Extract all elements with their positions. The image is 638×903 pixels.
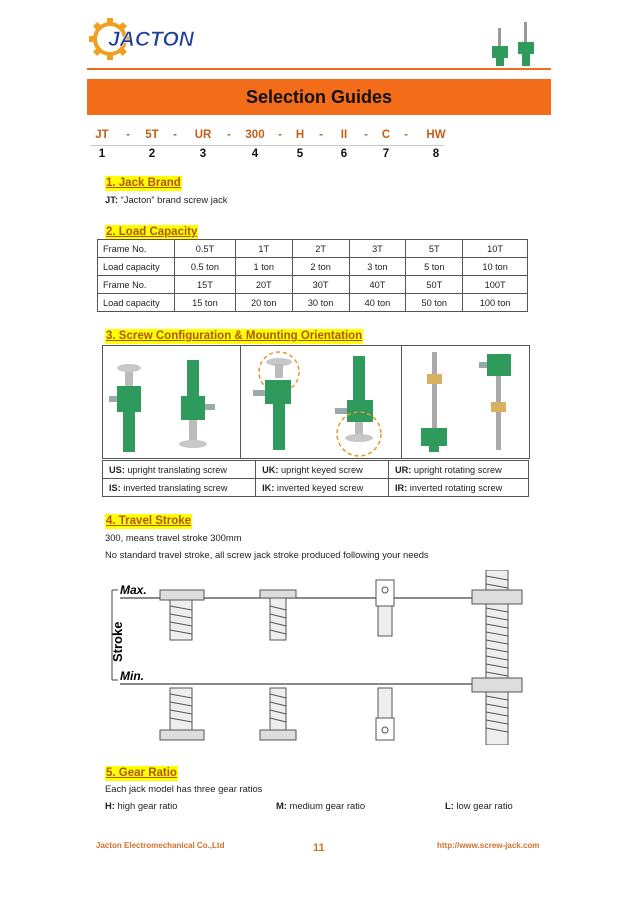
section-heading-jack-brand: 1. Jack Brand	[106, 177, 181, 189]
config-code: IK:	[262, 482, 275, 493]
table-cell: 40T	[349, 276, 406, 294]
code-divider	[90, 145, 444, 146]
config-desc: inverted keyed screw	[274, 482, 364, 493]
table-cell: 40 ton	[349, 294, 406, 312]
table-row	[103, 479, 529, 497]
config-desc: inverted translating screw	[120, 482, 228, 493]
code-part: -	[173, 129, 177, 141]
config-desc: upright rotating screw	[411, 464, 502, 475]
table-cell: 5 ton	[406, 258, 463, 276]
travel-stroke-line1: 300, means travel stroke 300mm	[105, 532, 242, 543]
jack-ik-image	[335, 356, 381, 456]
config-desc: inverted rotating screw	[407, 482, 503, 493]
table-cell: 0.5 ton	[175, 258, 236, 276]
code-part: 5T	[145, 129, 159, 141]
page-title: Selection Guides	[245, 86, 393, 107]
gear-ratio-desc: low gear ratio	[453, 800, 513, 811]
screw-config-images	[102, 345, 530, 459]
row-label: Frame No.	[98, 240, 175, 258]
gear-ratio-high	[105, 800, 177, 811]
stroke-screw-1-lower	[160, 688, 204, 740]
config-code: UR:	[394, 464, 412, 475]
table-row	[103, 461, 529, 479]
table-row	[98, 240, 528, 258]
code-number: 1	[98, 148, 106, 160]
code-part: UR	[194, 129, 212, 141]
section-heading-load-capacity: 2. Load Capacity	[106, 226, 198, 238]
gear-ratio-code: H:	[105, 800, 115, 811]
jack-is-image	[179, 360, 215, 448]
table-cell: 20 ton	[235, 294, 292, 312]
min-label: Min.	[120, 669, 144, 683]
gear-ratio-low	[445, 800, 513, 811]
jack-ur-image	[421, 352, 447, 452]
table-cell: 1T	[235, 240, 292, 258]
jack-uk-image	[253, 352, 299, 450]
code-part: C	[381, 129, 391, 141]
section-heading-screw-config: 3. Screw Configuration & Mounting Orientation	[106, 330, 363, 342]
gear-ratio-intro: Each jack model has three gear ratios	[105, 783, 263, 794]
table-cell: 20T	[235, 276, 292, 294]
table-cell: 100T	[463, 276, 528, 294]
section-heading-travel-stroke: 4. Travel Stroke	[106, 515, 192, 527]
code-part: -	[126, 129, 130, 141]
code-number: 6	[340, 148, 348, 160]
config-cell	[256, 461, 389, 479]
table-cell: 10T	[463, 240, 528, 258]
code-part: 300	[245, 129, 265, 141]
code-number: 7	[382, 148, 390, 160]
code-number: 5	[296, 148, 304, 160]
code-part: -	[404, 129, 408, 141]
table-cell: 50T	[406, 276, 463, 294]
config-code: IR:	[394, 482, 408, 493]
table-cell: 30T	[292, 276, 349, 294]
table-cell: 15T	[175, 276, 236, 294]
page-number: 11	[313, 842, 325, 854]
code-part: -	[319, 129, 323, 141]
config-cell	[103, 479, 256, 497]
table-cell: 0.5T	[175, 240, 236, 258]
config-code: US:	[109, 464, 125, 475]
jack-us-image	[109, 364, 141, 452]
code-numbers-row	[94, 148, 454, 164]
gear-ratio-desc: medium gear ratio	[286, 800, 366, 811]
table-cell: 2 ton	[292, 258, 349, 276]
stroke-screw-2-lower	[260, 688, 296, 740]
jack-brand-text	[105, 194, 227, 205]
screw-config-table	[102, 460, 529, 497]
config-cell	[256, 479, 389, 497]
code-part: II	[340, 129, 348, 141]
travel-stroke-line2: No standard travel stroke, all screw jack stroke produced following your needs	[105, 549, 429, 560]
table-cell: 3 ton	[349, 258, 406, 276]
max-label: Max.	[120, 583, 147, 597]
table-cell: 100 ton	[463, 294, 528, 312]
jack-brand-desc: “Jacton” brand screw jack	[118, 194, 228, 205]
gear-ratio-desc: high gear ratio	[114, 800, 178, 811]
header-jack-image	[490, 20, 540, 68]
table-cell: 2T	[292, 240, 349, 258]
row-label: Load capacity	[98, 294, 175, 312]
code-number: 3	[199, 148, 207, 160]
config-code: IS:	[109, 482, 121, 493]
table-row	[98, 258, 528, 276]
jack-brand-code: JT:	[105, 194, 119, 205]
stroke-screw-3-upper	[376, 580, 394, 636]
title-bar	[87, 79, 551, 115]
stroke-label: Stroke	[110, 621, 125, 662]
config-desc: upright keyed screw	[278, 464, 363, 475]
config-desc: upright translating screw	[124, 464, 227, 475]
table-cell: 50 ton	[406, 294, 463, 312]
code-part: H	[295, 129, 305, 141]
load-capacity-table	[97, 239, 528, 312]
svg-text:JACTON: JACTON	[108, 28, 194, 51]
travel-stroke-diagram	[100, 570, 530, 745]
stroke-screw-2-upper	[260, 590, 296, 640]
config-cell	[388, 461, 528, 479]
stroke-screw-3-lower	[376, 688, 394, 740]
code-part: HW	[426, 129, 446, 141]
gear-ratio-code: L:	[445, 800, 454, 811]
table-cell: 15 ton	[175, 294, 236, 312]
jacton-logo	[86, 14, 196, 64]
table-cell: 30 ton	[292, 294, 349, 312]
jack-ir-image	[479, 354, 511, 450]
table-cell: 5T	[406, 240, 463, 258]
table-cell: 3T	[349, 240, 406, 258]
config-cell	[388, 479, 528, 497]
code-parts-row	[94, 129, 454, 145]
footer-company: Jacton Electromechanical Co.,Ltd	[96, 841, 225, 850]
code-number: 4	[251, 148, 259, 160]
code-part: JT	[95, 129, 109, 141]
table-row	[98, 294, 528, 312]
row-label: Load capacity	[98, 258, 175, 276]
header-rule	[87, 68, 551, 70]
code-number: 2	[148, 148, 156, 160]
code-part: -	[364, 129, 368, 141]
code-part: -	[278, 129, 282, 141]
stroke-screw-4	[472, 570, 522, 745]
table-cell: 10 ton	[463, 258, 528, 276]
row-label: Frame No.	[98, 276, 175, 294]
code-number: 8	[432, 148, 440, 160]
gear-ratio-code: M:	[276, 800, 287, 811]
section-heading-gear-ratio: 5. Gear Ratio	[106, 767, 177, 779]
table-cell: 1 ton	[235, 258, 292, 276]
config-cell	[103, 461, 256, 479]
table-row	[98, 276, 528, 294]
config-code: UK:	[262, 464, 279, 475]
gear-ratio-medium	[276, 800, 365, 811]
stroke-screw-1-upper	[160, 590, 204, 640]
footer-url[interactable]: http://www.screw-jack.com	[437, 841, 540, 850]
code-part: -	[227, 129, 231, 141]
